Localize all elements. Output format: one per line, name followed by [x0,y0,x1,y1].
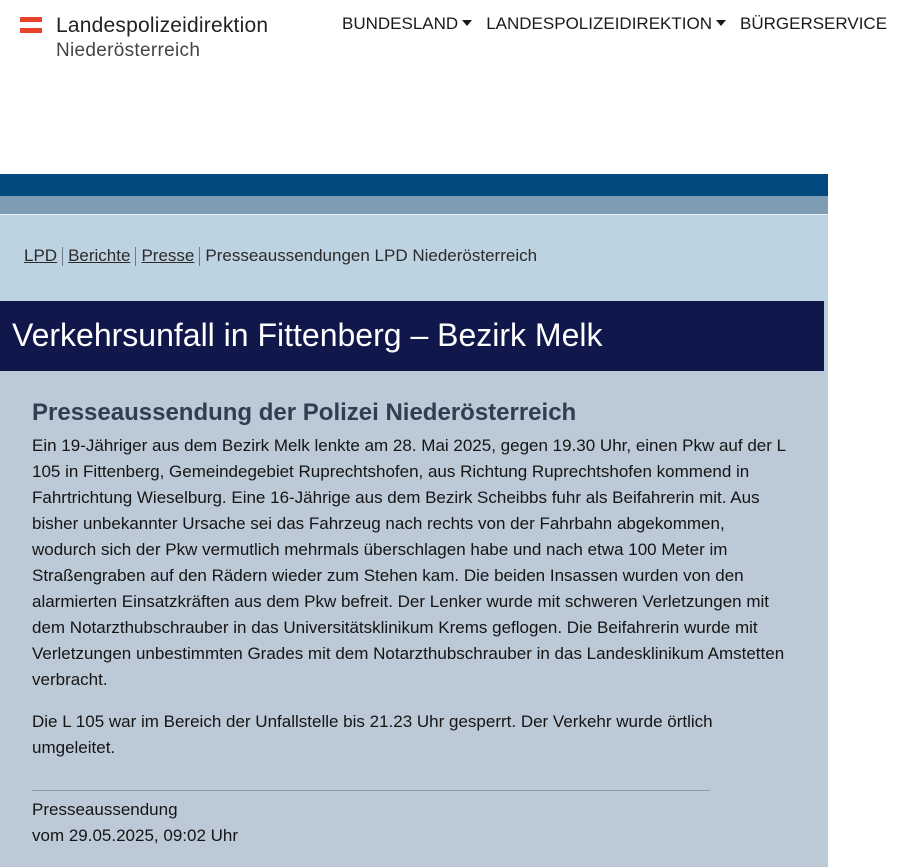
page-title: Verkehrsunfall in Fittenberg – Bezirk Melk [12,317,603,353]
divider [32,790,710,791]
main-content [0,215,828,867]
page-title-bar [0,301,824,371]
logo-title: Landespolizeidirektion [56,14,269,37]
breadcrumb-separator [62,247,63,266]
main-nav [342,14,901,36]
caret-down-icon [462,20,472,26]
nav-item-landespolizeidirektion[interactable]: LANDESPOLIZEIDIREKTION [486,14,726,34]
caret-down-icon [716,20,726,26]
site-logo[interactable] [20,14,320,64]
breadcrumb-link-berichte[interactable]: Berichte [68,246,131,265]
article-meta [32,797,238,849]
meta-label: Presseaussendung [32,800,178,819]
breadcrumb-link-presse[interactable]: Presse [141,246,195,265]
breadcrumb-area [0,215,828,301]
site-header [0,0,888,174]
article [32,399,792,777]
breadcrumb [24,246,537,266]
nav-item-bundesland[interactable]: BUNDESLAND [342,14,472,34]
header-band-dark [0,174,828,196]
nav-item-buergerservice[interactable]: BÜRGERSERVICE [739,14,888,33]
breadcrumb-current: Presseaussendungen LPD Niederösterreich [205,246,538,265]
breadcrumb-separator [199,247,200,266]
article-subtitle: Presseaussendung der Polizei Niederösterreich [32,399,577,426]
article-paragraph: Ein 19-Jähriger aus dem Bezirk Melk lenkte am 28. Mai 2025, gegen 19.30 Uhr, einen Pkw auf der L 105 in Fittenberg, Gemeindegebiet Ruprechtshofen, aus Richtung Ruprechtshofen kommend in Fahrtrichtung Wieselburg. Eine 16-Jährige aus dem Bezirk Scheibbs fuhr als Beifahrerin mit. Aus bisher unbekannter Ursache sei das Fahrzeug nach rechts von der Fahrbahn abgekommen, wodurch sich der Pkw vermutlich mehrmals überschlagen habe und nach etwa 100 Meter im Straßengraben auf den Rädern wieder zum Stehen kam. Die beiden Insassen wurden von den alarmierten Einsatzkräften aus dem Pkw befreit. Der Lenker wurde mit schweren Verletzungen mit dem Notarzthubschrauber in das Universitätsklinikum Krems geflogen. Die Beifahrerin wurde mit Verletzungen unbestimmten Grades mit dem Notarzthubschrauber in das Landesklinikum Amstetten verbracht. [32,436,786,689]
header-band-light [0,196,828,215]
article-paragraph: Die L 105 war im Bereich der Unfallstelle bis 21.23 Uhr gesperrt. Der Verkehr wurde örtlich umgeleitet. [32,712,713,757]
breadcrumb-link-lpd[interactable]: LPD [24,246,58,265]
logo-subtitle: Niederösterreich [56,40,201,61]
meta-date: vom 29.05.2025, 09:02 Uhr [32,826,239,845]
austria-flag-icon [20,17,42,33]
breadcrumb-separator [135,247,136,266]
